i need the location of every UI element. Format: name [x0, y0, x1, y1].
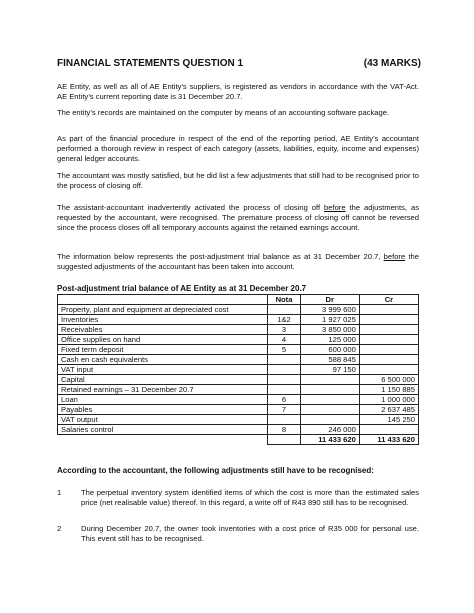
- cell-dr: 1 927 025: [300, 315, 359, 325]
- header-account: [58, 295, 268, 305]
- cell-cr: [359, 365, 418, 375]
- paragraph-vat-registration: AE Entity, as well as all of AE Entity’s suppliers, is registered as vendors in accordance with the VAT-Act. AE Entity’s current reporting date is 31 December 20.7.: [57, 82, 419, 101]
- table-row: [58, 395, 419, 405]
- paragraph-closing-off: [57, 203, 419, 233]
- cell-note: [268, 365, 300, 375]
- question-title: FINANCIAL STATEMENTS QUESTION 1: [57, 58, 244, 69]
- cell-account: Cash en cash equivalents: [58, 355, 268, 365]
- cell-note: 7: [268, 405, 300, 415]
- cell-note: [268, 385, 300, 395]
- table-row: [58, 425, 419, 435]
- cell-account: Property, plant and equipment at depreciated cost: [58, 305, 268, 315]
- paragraph-tb-intro-emphasis: before: [383, 252, 406, 261]
- paragraph-tb-intro-part1: The information below represents the post-adjustment trial balance as at 31 December 20.7,: [57, 252, 384, 261]
- header-cr: Cr: [359, 295, 418, 305]
- cell-dr: 600 000: [300, 345, 359, 355]
- header-note: Nota: [268, 295, 300, 305]
- question-header: [57, 58, 421, 69]
- table-header-row: [58, 295, 419, 305]
- table-row: [58, 305, 419, 315]
- cell-cr: [359, 425, 418, 435]
- paragraph-records: The entity’s records are maintained on the computer by means of an accounting software package.: [57, 108, 390, 117]
- cell-cr: [359, 325, 418, 335]
- paragraph-closing-off-part1: The assistant-accountant inadvertently activated the process of closing off: [57, 203, 325, 212]
- cell-note: 1&2: [268, 315, 300, 325]
- cell-cr: [359, 345, 418, 355]
- cell-dr: 588 845: [300, 355, 359, 365]
- table-row: [58, 325, 419, 335]
- adjustment-text: The perpetual inventory system identified items of which the cost is more than the estimated sales price (net realisable value) thereof. In this regard, a write off of R43 890 still has to be recognised.: [81, 488, 419, 507]
- cell-dr: [300, 415, 359, 425]
- header-dr: Dr: [300, 295, 359, 305]
- cell-dr: 97 150: [300, 365, 359, 375]
- table-row: [58, 345, 419, 355]
- total-dr: 11 433 620: [300, 435, 359, 445]
- adjustment-item: [57, 488, 419, 508]
- total-blank-cell: [58, 435, 268, 445]
- total-cr: 11 433 620: [359, 435, 418, 445]
- cell-note: [268, 375, 300, 385]
- question-marks: (43 MARKS): [363, 58, 421, 69]
- cell-cr: [359, 305, 418, 315]
- table-total-row: [58, 435, 419, 445]
- paragraph-closing-off-emphasis: before: [324, 203, 346, 212]
- cell-cr: 1 150 885: [359, 385, 418, 395]
- cell-account: Payables: [58, 405, 268, 415]
- cell-account: Office supplies on hand: [58, 335, 268, 345]
- trial-balance-table: [57, 294, 419, 445]
- paragraph-closing-off-part2: the adjustments, as requested by the accountant, were recognised. The premature process of closing off cannot be reversed since the process closes off all temporary accounts against the retained earnings account.: [57, 203, 419, 232]
- cell-dr: 3 850 000: [300, 325, 359, 335]
- total-note-cell: [268, 435, 300, 445]
- cell-account: Capital: [58, 375, 268, 385]
- adjustment-number: 1: [57, 488, 62, 497]
- cell-note: 3: [268, 325, 300, 335]
- cell-dr: 3 999 600: [300, 305, 359, 315]
- cell-account: Loan: [58, 395, 268, 405]
- cell-account: VAT output: [58, 415, 268, 425]
- cell-note: 6: [268, 395, 300, 405]
- cell-cr: 1 000 000: [359, 395, 418, 405]
- table-row: [58, 405, 419, 415]
- paragraph-trial-balance-intro: [57, 252, 419, 272]
- paragraph-tb-intro-part2: the suggested adjustments of the accountant has been taken into account.: [57, 252, 420, 271]
- cell-account: Fixed term deposit: [58, 345, 268, 355]
- cell-note: [268, 305, 300, 315]
- cell-cr: 2 637 485: [359, 405, 418, 415]
- table-row: [58, 335, 419, 345]
- table-row: [58, 315, 419, 325]
- cell-cr: 6 500 000: [359, 375, 418, 385]
- table-row: [58, 355, 419, 365]
- cell-cr: [359, 335, 418, 345]
- cell-dr: 125 000: [300, 335, 359, 345]
- paragraph-procedure: As part of the financial procedure in respect of the end of the reporting period, AE Entity’s accountant performed a thorough review in respect of each category (assets, liabilities, equity, income and expenses) general ledger accounts.: [57, 134, 419, 163]
- paragraph-accountant: The accountant was mostly satisfied, but he did list a few adjustments that still had to be recognised prior to the process of closing off.: [57, 171, 419, 190]
- cell-account: Receivables: [58, 325, 268, 335]
- table-row: [58, 375, 419, 385]
- trial-balance-title: Post-adjustment trial balance of AE Entity as at 31 December 20.7: [57, 284, 307, 293]
- cell-cr: [359, 315, 418, 325]
- cell-note: 8: [268, 425, 300, 435]
- cell-note: [268, 355, 300, 365]
- table-row: [58, 365, 419, 375]
- cell-note: 4: [268, 335, 300, 345]
- cell-dr: [300, 405, 359, 415]
- adjustment-text: During December 20.7, the owner took inventories with a cost price of R35 000 for personal use. This event still has to be recognised.: [81, 524, 419, 543]
- adjustment-item: [57, 524, 419, 544]
- table-row: [58, 385, 419, 395]
- adjustments-heading: According to the accountant, the following adjustments still have to be recognised:: [57, 466, 374, 475]
- cell-dr: [300, 385, 359, 395]
- cell-cr: [359, 355, 418, 365]
- cell-dr: 246 000: [300, 425, 359, 435]
- cell-account: VAT input: [58, 365, 268, 375]
- adjustment-number: 2: [57, 524, 62, 533]
- cell-dr: [300, 375, 359, 385]
- cell-note: 5: [268, 345, 300, 355]
- cell-cr: 145 250: [359, 415, 418, 425]
- cell-account: Salaries control: [58, 425, 268, 435]
- cell-account: Inventories: [58, 315, 268, 325]
- table-row: [58, 415, 419, 425]
- cell-note: [268, 415, 300, 425]
- cell-dr: [300, 395, 359, 405]
- cell-account: Retained earnings – 31 December 20.7: [58, 385, 268, 395]
